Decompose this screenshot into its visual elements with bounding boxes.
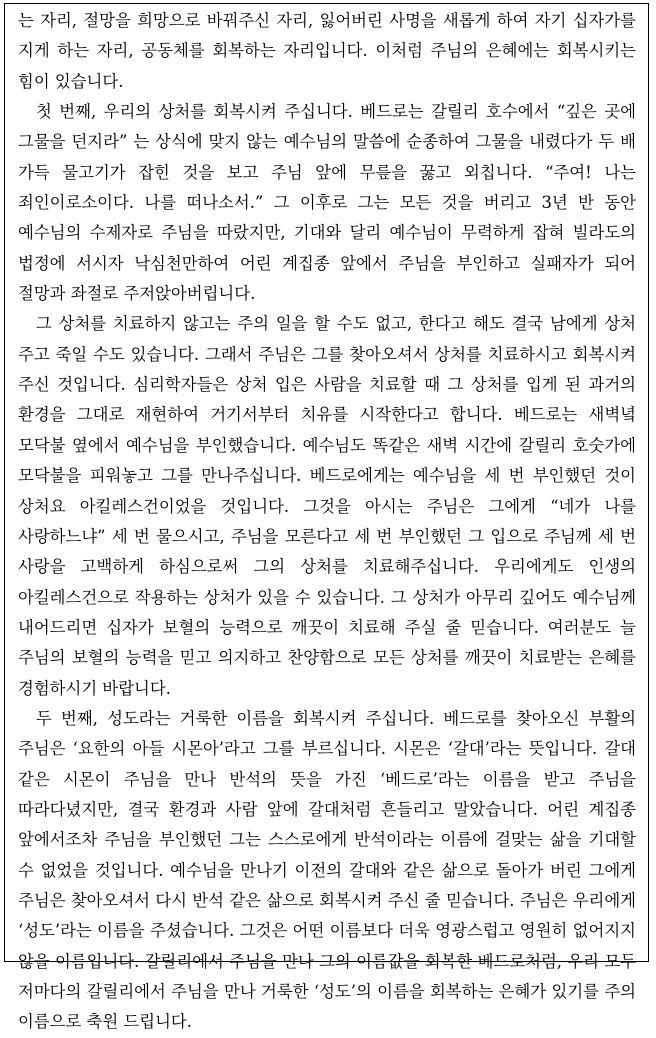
paragraph-second-point: 두 번째, 성도라는 거룩한 이름을 회복시켜 주십니다. 베드로를 찾아오신 부활의 주님은 ‘요한의 아들 시몬아’라고 그를 부르십니다. 시몬은 ‘갈대’라는 뜻입니다. 갈대 같은 시몬이 주님을 만나 반석의 뜻을 가진 ‘베드로’라는 이름을 받고 주님을 따라다녔지만, 결국 환경과 사람 앞에 갈대처럼 흔들리고 말았습니다. 어린 계집종 앞에서조차 주님을 부인했던 그는 스스로에게 반석이라는 이름에 걸맞는 삶을 기대할 수 없었을 것입니다. 예수님을 만나기 이전의 갈대와 같은 삶으로 돌아가 버린 그에게 주님은 찾아오셔서 다시 반석 같은 삶으로 회복시켜 주신 줄 믿습니다. 주님은 우리에게 ‘성도’라는 이름을 주셨습니다. 그것은 어떤 이름보다 더욱 영광스럽고 영원히 없어지지 않을 이름입니다. 갈릴리에서 주님을 만나 그의 이름값을 회복한 베드로처럼, 우리 모두 저마다의 갈릴리에서 주님을 만나 거룩한 ‘성도’의 이름을 회복하는 은혜가 있기를 주의 이름으로 축원 드립니다. [18,708,636,1032]
paragraph-healing-wounds: 그 상처를 치료하지 않고는 주의 일을 할 수도 없고, 한다고 해도 결국 남에게 상처 주고 죽일 수도 있습니다. 그래서 주님은 그를 찾아오셔서 상처를 치료하시고 회복시켜 주신 것입니다. 심리학자들은 상처 입은 사람을 치료할 때 그 상처를 입게 된 과거의 환경을 그대로 재현하여 거기서부터 치유를 시작한다고 합니다. 베드로는 새벽녘 모닥불 옆에서 예수님을 부인했습니다. 예수님도 똑같은 새벽 시간에 갈릴리 호숫가에 모닥불을 피워놓고 그를 만나주십니다. 베드로에게는 예수님을 세 번 부인했던 것이 상처요 아킬레스건이었을 것입니다. 그것을 아시는 주님은 그에게 “네가 나를 사랑하느냐” 세 번 물으시고, 주님을 모른다고 세 번 부인했던 그 입으로 주님께 세 번 사랑을 고백하게 하심으로써 그의 상처를 치료해주십니다. 우리에게도 인생의 아킬레스건으로 작용하는 상처가 있을 수 있습니다. 그 상처가 아무리 깊어도 예수님께 내어드리면 십자가 보혈의 능력으로 깨끗이 치료해 주실 줄 믿습니다. 여러분도 늘 주님의 보혈의 능력을 믿고 의지하고 찬양함으로 모든 상처를 깨끗이 치료받는 은혜를 경험하시기 바랍니다. [18,314,636,698]
paragraph-first-point: 첫 번째, 우리의 상처를 회복시켜 주십니다. 베드로는 갈릴리 호수에서 “깊은 곳에 그물을 던지라” 는 상식에 맞지 않는 예수님의 말씀에 순종하여 그물을 내렸다가 두 배 가득 물고기가 잡힌 것을 보고 주님 앞에 무릎을 꿇고 외칩니다. “주여! 나는 죄인이로소이다. 나를 떠나소서.” 그 이후로 그는 모든 것을 버리고 3년 반 동안 예수님의 수제자로 주님을 따랐지만, 기대와 달리 예수님이 무력하게 잡혀 빌라도의 법정에 서시자 낙심천만하여 어린 계집종 앞에서 주님을 부인하고 실패자가 되어 절망과 좌절로 주저앉아버립니다. [18,102,636,304]
document-page [4,3,649,1032]
paragraph-continuation: 는 자리, 절망을 희망으로 바꿔주신 자리, 잃어버린 사명을 새롭게 하여 자기 십자가를 지게 하는 자리, 공동체를 회복하는 자리입니다. 이처럼 주님의 은혜에는 회복시키는 힘이 있습니다. [18,11,636,91]
